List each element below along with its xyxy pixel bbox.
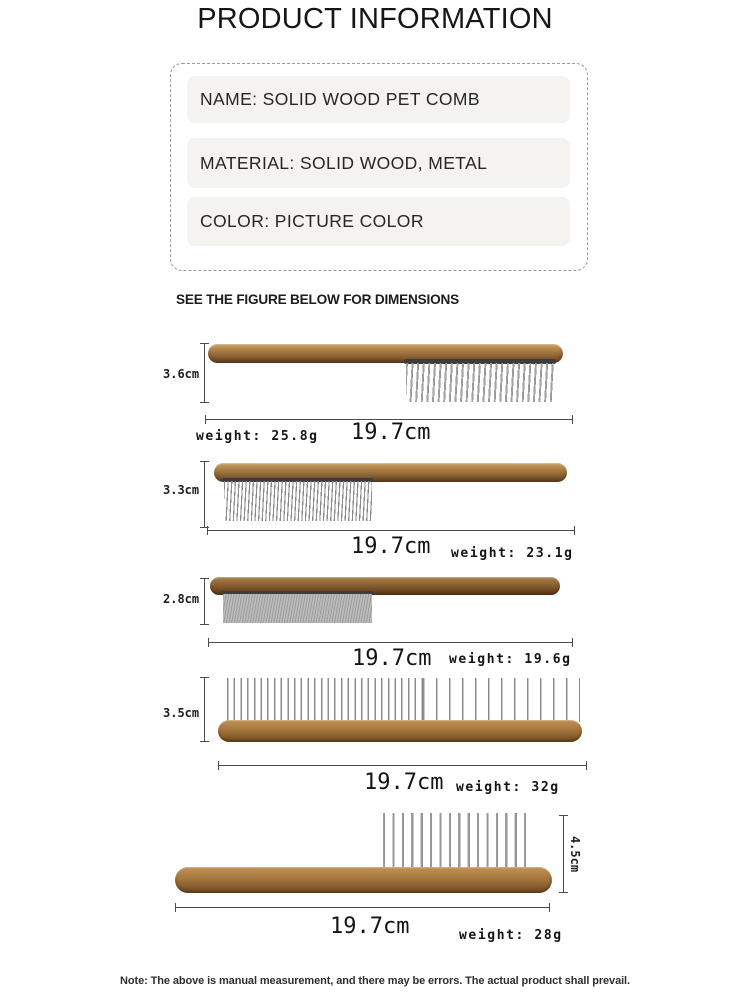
info-row-name: NAME: SOLID WOOD PET COMB (187, 76, 570, 123)
comb5-length-dimension-line (175, 907, 550, 908)
comb2-height-dimension-line (204, 461, 205, 528)
page-title: PRODUCT INFORMATION (197, 3, 553, 35)
comb4-teeth-dense (227, 678, 423, 722)
info-row-material: MATERIAL: SOLID WOOD, METAL (187, 138, 570, 188)
comb3-height-label: 2.8cm (163, 592, 200, 606)
comb2-length-label: 19.7cm (351, 534, 431, 559)
comb4-length-dimension-line (218, 765, 587, 766)
comb4-weight-label: weight: 32g (456, 780, 560, 795)
comb5-height-dimension-line (563, 815, 564, 893)
comb5-wood-handle (175, 867, 552, 893)
info-row-color: COLOR: PICTURE COLOR (187, 197, 570, 246)
product-info-box (170, 63, 588, 271)
comb3-teeth (223, 594, 372, 623)
comb1-teeth (406, 363, 555, 402)
comb1-height-dimension-line (204, 343, 205, 403)
comb1-height-label: 3.6cm (163, 367, 200, 381)
comb5-length-label: 19.7cm (330, 914, 410, 939)
comb4-height-label: 3.5cm (163, 706, 200, 720)
comb2-length-dimension-line (207, 530, 575, 531)
comb5-teeth (383, 813, 528, 869)
comb3-height-dimension-line (204, 578, 205, 625)
comb2-weight-label: weight: 23.1g (451, 546, 574, 561)
comb4-teeth-sparse (423, 678, 580, 722)
comb3-length-label: 19.7cm (352, 646, 432, 671)
comb2-height-label: 3.3cm (163, 483, 200, 497)
comb3-weight-label: weight: 19.6g (449, 652, 572, 667)
comb4-length-label: 19.7cm (364, 770, 444, 795)
comb4-height-dimension-line (204, 677, 205, 742)
comb4-wood-handle (218, 720, 582, 742)
comb3-length-dimension-line (208, 642, 573, 643)
disclaimer-note: Note: The above is manual measurement, and there may be errors. The actual product shall prevail. (120, 975, 630, 987)
dimensions-heading: SEE THE FIGURE BELOW FOR DIMENSIONS (176, 291, 459, 307)
comb1-length-label: 19.7cm (351, 420, 431, 445)
comb2-teeth (224, 481, 372, 521)
comb1-weight-label: weight: 25.8g (196, 429, 319, 444)
comb5-height-label: 4.5cm (568, 835, 582, 873)
comb5-weight-label: weight: 28g (459, 928, 563, 943)
